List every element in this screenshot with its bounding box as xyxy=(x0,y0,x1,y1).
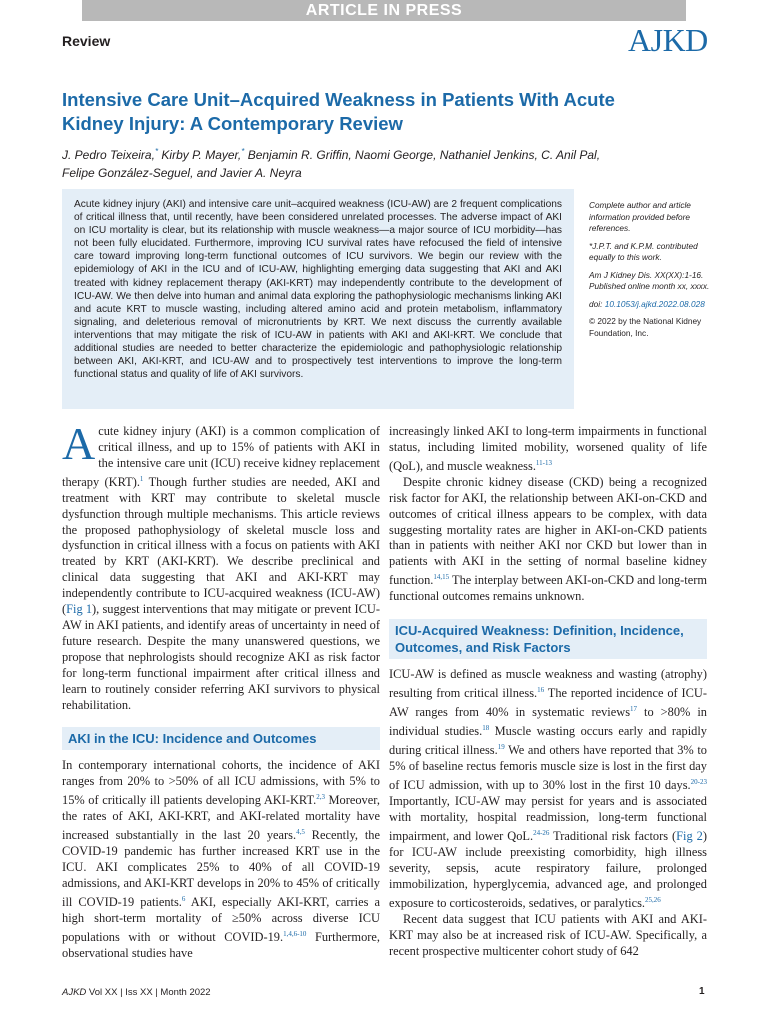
author-info-note: Complete author and article information provided before references. xyxy=(589,200,691,233)
author-mayer: Kirby P. Mayer, xyxy=(161,148,242,162)
equal-contribution-note: *J.P.T. and K.P.M. contributed equally to this work. xyxy=(589,240,698,262)
author-teixeira: J. Pedro Teixeira, xyxy=(62,148,155,162)
equal-contribution-mark[interactable]: * xyxy=(154,147,159,156)
citation-ref[interactable]: 19 xyxy=(497,743,505,752)
text-run: increasingly linked AKI to long-term impairments in functional status, including limited mobility, worsened quality of life (QoL), and muscle weakness. xyxy=(389,424,707,473)
citation-ref[interactable]: 1 xyxy=(139,474,144,483)
text-run: The reported incidence of ICU-AW ranges from 40% in systematic reviews xyxy=(389,686,707,720)
text-run: The interplay between AKI-on-CKD and long-term functional outcomes remains unknown. xyxy=(389,573,707,604)
text-run: Though further studies are needed, AKI and treatment with KRT may contribute to skeletal muscle dysfunction through multiple mechanisms. This article reviews the proposed pathophysiology of skeletal muscle loss and dysfunction in critical illness with a focus on patients with AKI treated by KRT (AKI-KRT). We describe preclinical and clinical data suggesting that AKI and AKI-KRT may independently contribute to ICU-acquired weakness (ICU-AW) ( xyxy=(62,474,381,617)
text-run: We and others have reported that 3% to 5% of baseline rectus femoris muscle size is lost in the first day of ICU admission, with up to 30% lost in the first 10 days. xyxy=(389,743,707,793)
article-info-sidebar xyxy=(589,200,717,345)
ckd-paragraph xyxy=(389,475,707,605)
right-column xyxy=(389,424,707,960)
section-heading-aki-icu: AKI in the ICU: Incidence and Outcomes xyxy=(62,727,380,750)
text-run: Importantly, ICU-AW may persist for years and is associated with mortality, hospital readmission, long-term functional impairment, and lower QoL. xyxy=(389,794,707,844)
section-heading-icu-aw: ICU-Acquired Weakness: Definition, Incidence, Outcomes, and Risk Factors xyxy=(389,619,707,659)
copyright-note: © 2022 by the National Kidney Foundation, Inc. xyxy=(589,316,702,338)
aki-incidence-paragraph xyxy=(62,758,380,961)
section-label: Review xyxy=(62,33,111,49)
page-number: 1 xyxy=(699,986,705,997)
citation-ref[interactable]: 25,26 xyxy=(645,895,661,904)
text-run: ), suggest interventions that may mitigate or prevent ICU-AW in AKI patients, and identify areas of uncertainty in need of future research. Despite the many unanswered questions, we propose that nephrologists should recognize AKI as risk factor for long-term functional impairment after critical illness and learn to routinely consider referring AKI survivors to physical rehabilitation. xyxy=(62,602,380,712)
citation-ref[interactable]: 1,4,6-10 xyxy=(283,929,307,938)
left-column xyxy=(62,418,381,962)
text-run: Recently, the COVID-19 pandemic has further increased KRT use in the ICU. AKI complicates 25% to 40% of all COVID-19 admissions, and AKI-KRT develops in 20% to 45% of critically ill COVID-19 patients. xyxy=(62,828,380,910)
authors-continued: Benjamin R. Griffin, Naomi George, Nathaniel Jenkins, C. Anil Pal, xyxy=(247,148,601,162)
article-title: Intensive Care Unit–Acquired Weakness in Patients With Acute Kidney Injury: A Contemporary Review xyxy=(62,89,615,134)
intro-paragraph xyxy=(62,418,381,713)
citation-ref[interactable]: 17 xyxy=(630,705,638,714)
citation-note: Am J Kidney Dis. XX(XX):1-16. Published online month xx, xxxx. xyxy=(589,269,710,291)
equal-contribution-mark[interactable]: * xyxy=(241,147,245,156)
abstract-text: Acute kidney injury (AKI) and intensive care unit–acquired weakness (ICU-AW) are 2 frequent complications of critical illness that, until recently, have been considered unrelated processes. The adverse impact of AKI on ICU mortality is clear, but its relationship with muscle weakness—a major source of ICU morbidity—has not been fully elucidated. Furthermore, improving ICU survival rates have refocused the field of intensive care toward improving long-term functional outcomes of ICU survivors. We begin our review with the epidemiology of AKI in the ICU and of ICU-AW, highlighting emerging data suggesting that AKI and AKI treated with kidney replacement therapy (AKI-KRT) may independently contribute to the development of ICU-AW. We then delve into human and animal data exploring the pathophysiologic mechanisms linking AKI and acute KRT to muscle wasting, including altered amino acid and protein metabolism, inflammatory signaling, and deleterious removal of micronutrients by KRT. We next discuss the currently available interventions that may mitigate the risk of ICU-AW in patients with AKI and AKI-KRT. We conclude that additional studies are needed to better characterize the epidemiologic and pathophysiologic relationship between AKI, AKI-KRT, and ICU-AW and to prospectively test interventions to improve the long-term functional status and quality of life of AKI survivors. xyxy=(74,199,562,381)
abstract-box xyxy=(62,189,574,409)
author-list xyxy=(62,143,702,182)
citation-ref[interactable]: 24-26 xyxy=(533,829,550,837)
text-run: AKI, especially AKI-KRT, carries a high short-term mortality of ≥50% across diverse ICU populations with or without COVID-19. xyxy=(62,895,380,944)
citation-ref[interactable]: 6 xyxy=(181,894,186,903)
text-run: to >80% in individual studies. xyxy=(389,705,707,739)
text-run: Despite chronic kidney disease (CKD) being a recognized risk factor for AKI, the relationship between AKI-on-CKD and outcomes of critical illness appears to be complex, with data suggesting mortality rates are higher in AKI-on-CKD patients than in patients with neither AKI nor CKD but lower than in patients with AKI in the setting of normal baseline kidney function. xyxy=(389,474,707,588)
citation-ref[interactable]: 2,3 xyxy=(316,793,325,802)
citation-ref[interactable]: 18 xyxy=(482,724,490,733)
citation-ref[interactable]: 11-13 xyxy=(535,458,552,467)
drop-cap: A xyxy=(62,418,96,469)
text-run: Muscle wasting occurs early and rapidly during critical illness. xyxy=(389,724,707,758)
doi-link[interactable]: 10.1053/j.ajkd.2022.08.028 xyxy=(604,298,705,309)
authors-continued: Felipe González-Seguel, and Javier A. Neyra xyxy=(62,166,302,180)
text-run: ICU-AW is defined as muscle weakness and wasting (atrophy) resulting from critical illness. xyxy=(389,667,707,701)
citation-ref[interactable]: 16 xyxy=(537,686,545,695)
footer-journal: AJKD xyxy=(62,987,87,998)
doi-note xyxy=(589,299,717,311)
recent-data-paragraph: Recent data suggest that ICU patients with AKI and AKI-KRT may also be at increased risk of ICU-AW. Specifically, a recent prospective multicenter cohort study of 642 xyxy=(389,911,707,958)
citation-ref[interactable]: 4,5 xyxy=(296,828,305,837)
icu-aw-paragraph xyxy=(389,667,707,912)
article-in-press-banner: ARTICLE IN PRESS xyxy=(82,0,686,21)
figure-link[interactable]: Fig 2 xyxy=(676,829,703,844)
text-run: Moreover, the rates of AKI, AKI-KRT, and AKI-related mortality have increased substantially in the last 20 years. xyxy=(62,793,380,843)
text-run: ) for ICU-AW include preexisting comorbidity, high illness severity, sepsis, acute respiratory failure, prolonged immobilization, hyperglycemia, advanced age, and prolonged exposure to corticosteroids, sedatives, or paralytics. xyxy=(389,829,707,910)
text-run: Traditional risk factors ( xyxy=(549,829,677,844)
footer-issue: Vol XX | Iss XX | Month 2022 xyxy=(86,987,211,998)
text-run: Furthermore, observational studies have xyxy=(62,930,380,960)
text-run: cute kidney injury (AKI) is a common complication of critical illness, and up to 15% of patients with AKI in the intensive care unit (ICU) receive kidney replacement therapy (KRT). xyxy=(62,424,380,489)
citation-ref[interactable]: 20-23 xyxy=(690,778,707,787)
figure-link[interactable]: Fig 1 xyxy=(66,602,93,617)
text-run: In contemporary international cohorts, the incidence of AKI ranges from 20% to >50% of all ICU admissions, with 5% to 15% of critically ill patients developing AKI-KRT. xyxy=(62,758,380,808)
continued-paragraph xyxy=(389,424,707,475)
citation-ref[interactable]: 14,15 xyxy=(433,573,450,582)
journal-logo: AJKD xyxy=(628,22,708,58)
doi-label: doi: xyxy=(589,298,603,309)
footer-citation xyxy=(62,987,211,998)
